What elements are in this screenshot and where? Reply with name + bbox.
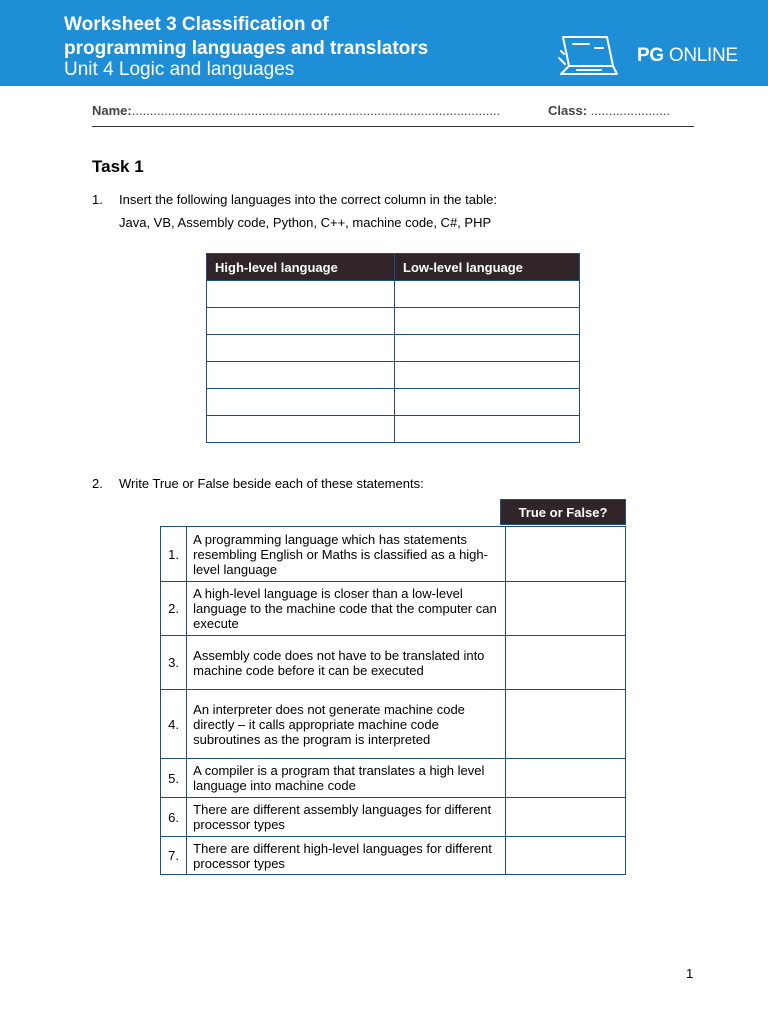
worksheet-title bbox=[64, 13, 428, 61]
page-number: 1 bbox=[686, 966, 694, 981]
low-level-cell[interactable] bbox=[395, 335, 580, 362]
true-or-false-header: True or False? bbox=[500, 499, 626, 525]
table-row bbox=[207, 335, 580, 362]
question-1-language-list: Java, VB, Assembly code, Python, C++, machine code, C#, PHP bbox=[119, 215, 492, 230]
worksheet-subtitle: Unit 4 Logic and languages bbox=[64, 59, 295, 80]
high-level-cell[interactable] bbox=[207, 281, 395, 308]
name-label: Name: bbox=[92, 103, 132, 118]
answer-cell[interactable] bbox=[505, 759, 625, 798]
class-group bbox=[548, 103, 670, 119]
statement-number: 4. bbox=[161, 690, 187, 759]
statement-number: 5. bbox=[161, 759, 187, 798]
answer-cell[interactable] bbox=[505, 527, 625, 582]
answer-cell[interactable] bbox=[505, 837, 625, 875]
table-row bbox=[161, 798, 626, 837]
high-level-column-header: High-level language bbox=[207, 254, 395, 281]
table-row bbox=[161, 759, 626, 798]
worksheet-title-line-1: Worksheet 3 Classification of bbox=[64, 14, 329, 35]
table-row bbox=[161, 527, 626, 582]
logo-text-rest: ONLINE bbox=[663, 45, 738, 66]
table-row bbox=[207, 389, 580, 416]
class-label: Class: bbox=[548, 103, 588, 118]
table-row bbox=[161, 690, 626, 759]
high-level-cell[interactable] bbox=[207, 308, 395, 335]
answer-cell[interactable] bbox=[505, 690, 625, 759]
table-row bbox=[207, 308, 580, 335]
table-row bbox=[161, 636, 626, 690]
statement-text: A high-level language is closer than a low-level language to the machine code that the computer can execute bbox=[187, 582, 505, 636]
name-field[interactable]: ...................................................................................................... bbox=[131, 103, 501, 118]
worksheet-header bbox=[0, 0, 768, 86]
task-title: Task 1 bbox=[92, 157, 144, 176]
low-level-column-header: Low-level language bbox=[395, 254, 580, 281]
statement-number: 1. bbox=[161, 527, 187, 582]
statement-number: 6. bbox=[161, 798, 187, 837]
statement-text: A programming language which has statements resembling English or Maths is classified as a high-level language bbox=[187, 527, 505, 582]
logo-text-bold: PG bbox=[637, 45, 664, 66]
student-details-line bbox=[92, 103, 694, 119]
table-row bbox=[161, 837, 626, 875]
question-1-instruction: Insert the following languages into the correct column in the table: bbox=[119, 192, 497, 207]
statement-text: There are different assembly languages for different processor types bbox=[187, 798, 505, 837]
table-row bbox=[207, 281, 580, 308]
table-row bbox=[207, 416, 580, 443]
low-level-cell[interactable] bbox=[395, 362, 580, 389]
true-false-table bbox=[160, 526, 626, 875]
low-level-cell[interactable] bbox=[395, 416, 580, 443]
statement-text: Assembly code does not have to be translated into machine code before it can be executed bbox=[187, 636, 505, 690]
statement-number: 2. bbox=[161, 582, 187, 636]
table-row bbox=[207, 362, 580, 389]
high-level-cell[interactable] bbox=[207, 416, 395, 443]
high-level-cell[interactable] bbox=[207, 362, 395, 389]
low-level-cell[interactable] bbox=[395, 389, 580, 416]
class-field[interactable]: ...................... bbox=[590, 103, 671, 118]
low-level-cell[interactable] bbox=[395, 308, 580, 335]
statement-text: An interpreter does not generate machine code directly – it calls appropriate machine code subroutines as the program is interpreted bbox=[187, 690, 505, 759]
pg-online-logo-text bbox=[637, 45, 738, 67]
question-2-number: 2. bbox=[92, 476, 103, 491]
statement-number: 7. bbox=[161, 837, 187, 875]
statement-text: A compiler is a program that translates a high level language into machine code bbox=[187, 759, 505, 798]
worksheet-title-line-2: programming languages and translators bbox=[64, 38, 429, 59]
language-classification-table bbox=[206, 253, 580, 443]
answer-cell[interactable] bbox=[505, 798, 625, 837]
question-1-number: 1. bbox=[92, 192, 103, 207]
statement-text: There are different high-level languages for different processor types bbox=[187, 837, 505, 875]
answer-cell[interactable] bbox=[505, 636, 625, 690]
high-level-cell[interactable] bbox=[207, 389, 395, 416]
low-level-cell[interactable] bbox=[395, 281, 580, 308]
table-row bbox=[161, 582, 626, 636]
header-divider bbox=[92, 126, 694, 127]
high-level-cell[interactable] bbox=[207, 335, 395, 362]
question-2-instruction: Write True or False beside each of these statements: bbox=[119, 476, 424, 491]
answer-cell[interactable] bbox=[505, 582, 625, 636]
table-header-row bbox=[207, 254, 580, 281]
statement-number: 3. bbox=[161, 636, 187, 690]
